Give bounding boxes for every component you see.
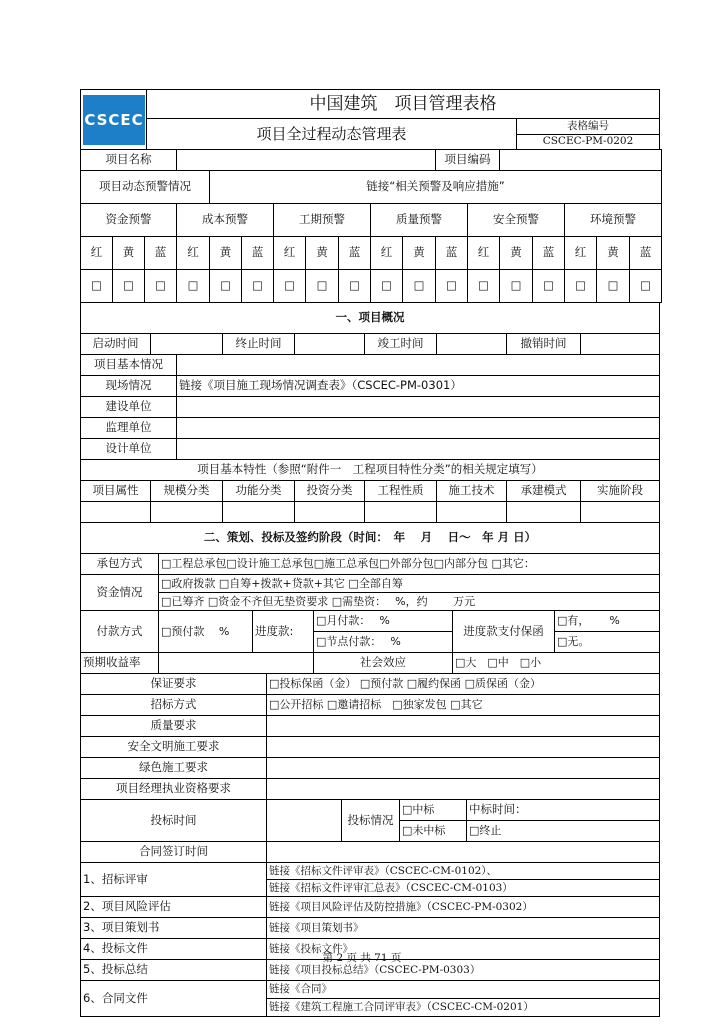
doc-label: 2、项目风险评估 (81, 897, 267, 918)
level-red: 红 (81, 237, 113, 270)
contract-options[interactable]: □工程总承包□设计施工总承包□施工总承包□外部分包□内部分包 □其它： (159, 554, 660, 575)
cancel-time-label: 撤销时间 (507, 334, 581, 355)
doc-label: 5、投标总结 (81, 960, 267, 981)
level-red: 红 (177, 237, 210, 270)
warning-checkbox[interactable]: □ (81, 270, 113, 303)
level-red: 红 (468, 237, 500, 270)
designer-field[interactable] (177, 439, 660, 460)
green-field[interactable] (267, 758, 660, 779)
documents-table (80, 862, 660, 1017)
level-blue: 蓝 (630, 237, 662, 270)
level-red: 红 (371, 237, 403, 270)
start-time-label: 启动时间 (81, 334, 151, 355)
warning-checkbox[interactable]: □ (436, 270, 468, 303)
warning-type: 安全预警 (468, 204, 565, 237)
project-code-field[interactable] (500, 150, 662, 171)
form-number: CSCEC-PM-0202 (517, 134, 660, 150)
section2-table (80, 522, 660, 674)
contract-label: 承包方式 (81, 554, 159, 575)
level-row (81, 237, 662, 270)
fund-options-2[interactable]: □已筹齐 □资金不齐但无垫资要求 □需垫资： %，约 万元 (159, 593, 660, 611)
section1-title: 一、项目概况 (81, 303, 660, 334)
basic-info-field[interactable] (177, 355, 660, 376)
project-name-label: 项目名称 (81, 150, 177, 171)
doc-link[interactable]: 链接《合同》 (267, 981, 660, 999)
end-time-label: 终止时间 (223, 334, 295, 355)
warning-checkbox[interactable]: □ (468, 270, 500, 303)
social-label: 社会效应 (314, 653, 453, 674)
warning-checkbox[interactable]: □ (597, 270, 630, 303)
doc-link[interactable]: 链接《招标文件评审汇总表》（CSCEC-CM-0103） (267, 880, 660, 897)
level-blue: 蓝 (436, 237, 468, 270)
warning-checkbox[interactable]: □ (145, 270, 177, 303)
attribute-value[interactable] (223, 502, 295, 523)
form-sheet (80, 89, 659, 1017)
warning-checkbox[interactable]: □ (339, 270, 371, 303)
warning-table (80, 149, 662, 303)
project-code-label: 项目编码 (436, 150, 500, 171)
doc-label: 6、合同文件 (81, 981, 267, 1017)
warning-checkbox[interactable]: □ (371, 270, 403, 303)
attribute-header: 承建模式 (507, 481, 581, 502)
guarantee-label: 进度款支付保函 (453, 611, 555, 653)
warning-link[interactable]: 链接“相关预警及响应措施” (210, 171, 662, 204)
doc-link[interactable]: 链接《招标文件评审表》（CSCEC-CM-0102）、 (267, 863, 660, 880)
warning-checkbox[interactable]: □ (274, 270, 306, 303)
pay-label: 付款方式 (81, 611, 159, 653)
bid-time-field[interactable] (267, 800, 342, 842)
warning-type: 资金预警 (81, 204, 177, 237)
safety-field[interactable] (267, 737, 660, 758)
green-label: 绿色施工要求 (81, 758, 267, 779)
page-footer: 第 2 页 共 71 页 (322, 952, 402, 964)
site-label: 现场情况 (81, 376, 177, 397)
quality-field[interactable] (267, 716, 660, 737)
characteristics-note: 项目基本特性（参照“附件一 工程项目特性分类”的相关规定填写） (81, 460, 660, 481)
level-yellow: 黄 (210, 237, 242, 270)
level-yellow: 黄 (597, 237, 630, 270)
level-red: 红 (274, 237, 306, 270)
attribute-value[interactable] (295, 502, 365, 523)
level-yellow: 黄 (113, 237, 145, 270)
attribute-header: 实施阶段 (581, 481, 660, 502)
level-blue: 蓝 (145, 237, 177, 270)
warning-checkbox[interactable]: □ (565, 270, 597, 303)
quality-label: 质量要求 (81, 716, 267, 737)
warning-checkbox[interactable]: □ (533, 270, 565, 303)
doc-link[interactable]: 链接《项目风险评估及防控措施》（CSCEC-PM-0302） (267, 897, 660, 918)
doc-label: 1、招标评审 (81, 863, 267, 897)
level-blue: 蓝 (533, 237, 565, 270)
warning-checkbox[interactable]: □ (306, 270, 339, 303)
attribute-header: 工程性质 (365, 481, 437, 502)
warning-checkbox[interactable]: □ (210, 270, 242, 303)
level-yellow: 黄 (306, 237, 339, 270)
bid-method-label: 招标方式 (81, 695, 267, 716)
attributes-table (80, 480, 660, 523)
pm-qualification-label: 项目经理执业资格要求 (81, 779, 267, 800)
contract-time-label: 合同签订时间 (81, 842, 267, 863)
attribute-value[interactable] (507, 502, 581, 523)
progress-label: 进度款: (253, 611, 314, 653)
company-title: 中国建筑 项目管理表格 (147, 90, 660, 119)
level-blue: 蓝 (242, 237, 274, 270)
level-red: 红 (565, 237, 597, 270)
warning-checkbox[interactable]: □ (630, 270, 662, 303)
terminated-option[interactable]: □终止 (467, 821, 660, 842)
level-blue: 蓝 (339, 237, 371, 270)
section1-table (80, 302, 660, 481)
level-yellow: 黄 (500, 237, 533, 270)
attribute-header: 规模分类 (151, 481, 223, 502)
form-title: 项目全过程动态管理表 (147, 119, 517, 150)
bid-time-label: 投标时间 (81, 800, 267, 842)
owner-label: 建设单位 (81, 397, 177, 418)
profit-label: 预期收益率 (81, 653, 159, 674)
attribute-value[interactable] (581, 502, 660, 523)
basic-info-label: 项目基本情况 (81, 355, 177, 376)
level-yellow: 黄 (403, 237, 436, 270)
bid-status-label: 投标情况 (342, 800, 400, 842)
checkbox-row (81, 270, 662, 303)
lost-option[interactable]: □未中标 (400, 821, 467, 842)
warning-type: 环境预警 (565, 204, 662, 237)
site-link[interactable]: 链接《项目施工现场情况调查表》（CSCEC-PM-0301） (177, 376, 660, 397)
pm-qualification-field[interactable] (267, 779, 660, 800)
warning-checkbox[interactable]: □ (113, 270, 145, 303)
section2-title: 二、策划、投标及签约阶段（时间： 年 月 日～ 年 月 日） (81, 523, 660, 554)
warning-checkbox[interactable]: □ (403, 270, 436, 303)
guarantee-req-label: 保证要求 (81, 674, 267, 695)
guarantee-has[interactable]: □有， % (555, 611, 660, 632)
fund-label: 资金情况 (81, 575, 159, 611)
cancel-time-field[interactable] (581, 334, 660, 355)
social-options[interactable]: □大 □中 □小 (453, 653, 660, 674)
logo-cell (81, 90, 147, 150)
requirements-table (80, 673, 660, 863)
project-name-field[interactable] (177, 150, 436, 171)
guarantee-none[interactable]: □无。 (555, 632, 660, 653)
safety-label: 安全文明施工要求 (81, 737, 267, 758)
won-time[interactable]: 中标时间： (467, 800, 660, 821)
warning-type: 工期预警 (274, 204, 371, 237)
guarantee-req-options[interactable]: □投标保函（金） □预付款 □履约保函 □质保函（金） (267, 674, 660, 695)
doc-link[interactable]: 链接《项目投标总结》（CSCEC-PM-0303） (267, 960, 660, 981)
node-option[interactable]: □节点付款： % (314, 632, 453, 653)
complete-time-field[interactable] (437, 334, 507, 355)
attribute-value[interactable] (437, 502, 507, 523)
doc-label: 3、项目策划书 (81, 918, 267, 939)
monthly-option[interactable]: □月付款： % (314, 611, 453, 632)
supervisor-label: 监理单位 (81, 418, 177, 439)
form-number-label: 表格编号 (517, 119, 660, 135)
warning-type: 成本预警 (177, 204, 274, 237)
attribute-header: 投资分类 (295, 481, 365, 502)
end-time-field[interactable] (295, 334, 365, 355)
cscec-logo: CSCEC (83, 95, 145, 145)
attribute-header: 项目属性 (81, 481, 151, 502)
attribute-header: 功能分类 (223, 481, 295, 502)
doc-link[interactable]: 链接《投标文件》 (267, 939, 660, 960)
profit-field[interactable] (159, 653, 314, 674)
start-time-field[interactable] (151, 334, 223, 355)
attribute-value[interactable] (81, 502, 151, 523)
warning-label: 项目动态预警情况 (81, 171, 210, 204)
prepay-option[interactable]: □预付款 % (159, 611, 253, 653)
attribute-value[interactable] (365, 502, 437, 523)
warning-type: 质量预警 (371, 204, 468, 237)
warning-checkbox[interactable]: □ (177, 270, 210, 303)
doc-link[interactable]: 链接《项目策划书》 (267, 918, 660, 939)
won-option[interactable]: □中标 (400, 800, 467, 821)
attribute-header: 施工技术 (437, 481, 507, 502)
warning-checkbox[interactable]: □ (500, 270, 533, 303)
supervisor-field[interactable] (177, 418, 660, 439)
complete-time-label: 竣工时间 (365, 334, 437, 355)
header-table (80, 89, 660, 150)
contract-time-field[interactable] (267, 842, 660, 863)
attribute-value[interactable] (151, 502, 223, 523)
owner-field[interactable] (177, 397, 660, 418)
bid-method-options[interactable]: □公开招标 □邀请招标 □独家发包 □其它 (267, 695, 660, 716)
fund-options-1[interactable]: □政府拨款 □自筹+拨款+贷款+其它 □全部自筹 (159, 575, 660, 593)
warning-checkbox[interactable]: □ (242, 270, 274, 303)
doc-link[interactable]: 链接《建筑工程施工合同评审表》（CSCEC-CM-0201） (267, 999, 660, 1017)
doc-label: 4、投标文件 (81, 939, 267, 960)
designer-label: 设计单位 (81, 439, 177, 460)
